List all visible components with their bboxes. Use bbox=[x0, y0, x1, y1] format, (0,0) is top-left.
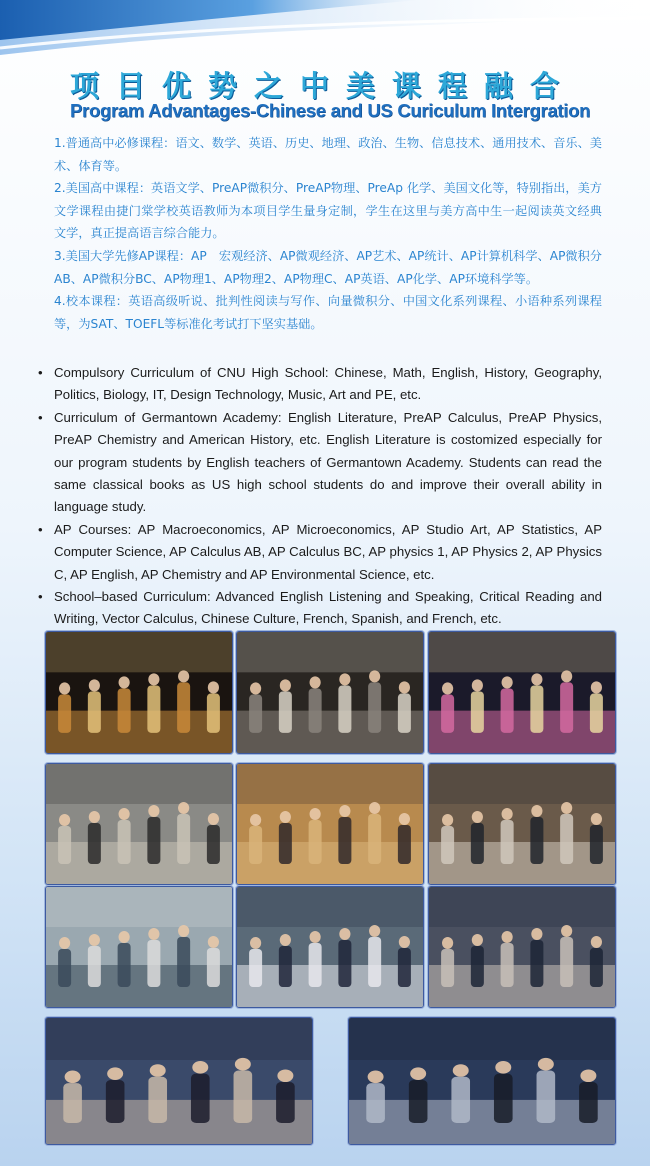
photo-image bbox=[349, 1018, 615, 1144]
english-bullet-item bbox=[38, 407, 602, 519]
chinese-section-3: 3.美国大学先修AP课程：AP 宏观经济、AP微观经济、AP艺术、AP统计、AP计算机科学、AP微积分AB、AP微积分BC、AP物理1、AP物理2、AP物理C、AP英语、AP化学、AP环境科学等。 bbox=[54, 248, 602, 286]
bullet-glyph: • bbox=[38, 365, 43, 380]
page-title-english: Program Advantages-Chinese and US Curiculum Intergration bbox=[70, 100, 591, 121]
bullet-glyph: • bbox=[38, 589, 43, 605]
photo-image bbox=[46, 632, 232, 753]
photo-image bbox=[46, 1018, 312, 1144]
chinese-section-4: 4.校本课程：英语高级听说、批判性阅读与写作、向量微积分、中国文化系列课程、小语种系列课程等，为SAT、TOEFL等标准化考试打下坚实基础。 bbox=[54, 294, 602, 331]
chinese-curriculum-list bbox=[54, 132, 602, 335]
photo-image bbox=[429, 764, 615, 884]
english-bullet-text: Compulsory Curriculum of CNU High School: Chinese, Math, English, History, Geography, Politics, Biology, IT, Design Technology, Music, Art and PE, etc. bbox=[54, 365, 602, 403]
photo-image bbox=[237, 632, 423, 753]
photo-group-costumes bbox=[45, 763, 233, 885]
photo-image bbox=[46, 764, 232, 884]
english-bullet-item bbox=[38, 519, 602, 586]
photo-image bbox=[429, 887, 615, 1007]
page-title-chinese: 项目优势之中美课程融合 bbox=[70, 69, 577, 103]
photo-image bbox=[46, 887, 232, 1007]
photo-classroom-discussion bbox=[428, 763, 616, 885]
english-bullet-item bbox=[38, 586, 602, 631]
photo-outdoor-students bbox=[45, 886, 233, 1008]
chinese-section-2: 2.美国高中课程：英语文学、PreAP微积分、PreAP物理、PreAp 化学、美国文化等，特别指出，美方文学课程由捷门棠学校英语教师为本项目学生量身定制，学生在这里与美方高中生一起阅读英文经典文学，真正提高语言综合能力。 bbox=[54, 181, 602, 241]
photo-gym-activity bbox=[236, 763, 424, 885]
english-curriculum-list bbox=[38, 362, 602, 631]
photo-language-lab bbox=[348, 1017, 616, 1145]
photo-image bbox=[237, 887, 423, 1007]
photo-image bbox=[429, 632, 615, 753]
english-bullet-text: Curriculum of Germantown Academy: English Literature, PreAP Calculus, PreAP Physics, PreAP Chemistry and American History, etc. English Literature is costomized especially for our program students by English teachers of Germantown Academy. Students can read the same classical books as US high school students do and improve their overall ability in language study. bbox=[54, 409, 602, 515]
photo-paper-game bbox=[236, 886, 424, 1008]
photo-stage-opera bbox=[45, 631, 233, 754]
photo-stage-dance bbox=[428, 631, 616, 754]
bullet-glyph: • bbox=[38, 409, 43, 425]
photo-image bbox=[237, 764, 423, 884]
chinese-section-1: 1.普通高中必修课程：语文、数学、英语、历史、地理、政治、生物、信息技术、通用技术、音乐、美术、体育等。 bbox=[54, 136, 602, 173]
english-bullet-text: AP Courses: AP Macroeconomics, AP Microeconomics, AP Studio Art, AP Statistics, AP Computer Science, AP Calculus AB, AP Calculus BC, AP physics 1, AP Physics 2, AP Physics C, AP English, AP Chemistry and AP Environmental Science, etc. bbox=[54, 521, 602, 582]
english-bullet-item bbox=[38, 362, 602, 407]
photo-lab-experiment bbox=[428, 886, 616, 1008]
photo-stage-drama bbox=[236, 631, 424, 754]
photo-classroom-teacher bbox=[45, 1017, 313, 1145]
bullet-glyph: • bbox=[38, 521, 43, 537]
english-bullet-text: School–based Curriculum: Advanced English Listening and Speaking, Critical Reading and Writing, Vector Calculus, Chinese Culture, French, Spanish, and French, etc. bbox=[54, 589, 602, 627]
